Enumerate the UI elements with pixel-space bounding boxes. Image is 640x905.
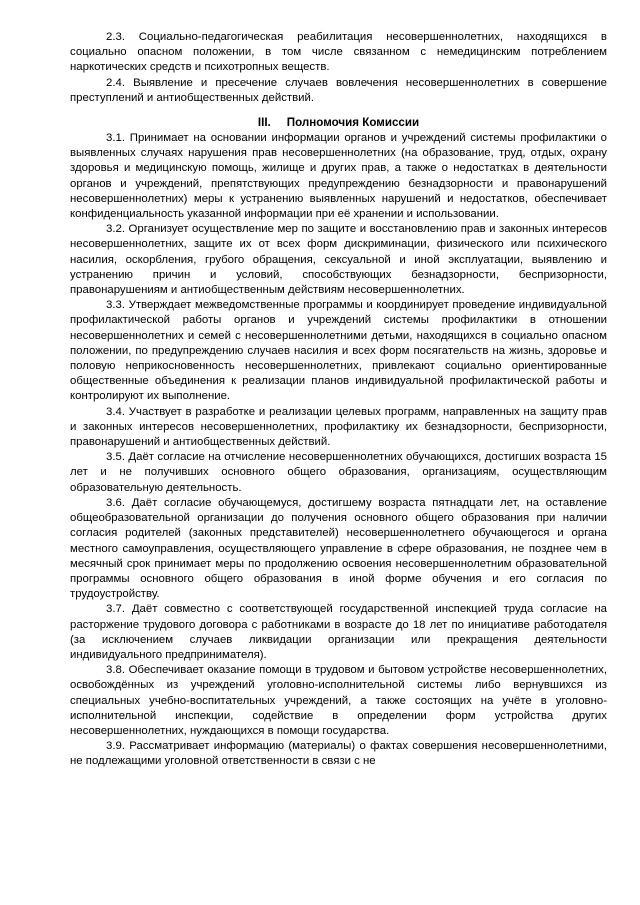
paragraph-3-6: 3.6. Даёт согласие обучающемуся, достигшему возраста пятнадцати лет, на оставление общеобразовательной организации до получения основного общего образования при наличии согласия родителей (законных представителей) несовершеннолетнего обучающегося и органа местного самоуправления, осуществляющего управление в сфере образования, не позднее чем в месячный срок принимает меры по продолжению освоения несовершеннолетним образовательной программы основного общего образования в иной форме обучения и его согласия по трудоустройству. (70, 496, 607, 601)
paragraph-2-4: 2.4. Выявление и пресечение случаев вовлечения несовершеннолетних в совершение преступлений и антиобщественных действий. (70, 76, 607, 104)
paragraph-3-8: 3.8. Обеспечивает оказание помощи в трудовом и бытовом устройстве несовершеннолетних, освобождённых из учреждений уголовно-исполнительной системы либо вернувшихся из специальных учебно-воспитательных учреждений, а также состоящих на учёте в уголовно-исполнительной инспекции, содействие в определении форм устройства других несовершеннолетних, нуждающихся в помощи государства. (70, 664, 607, 737)
section-title: Полномочия Комиссии (286, 116, 420, 130)
paragraph-3-4: 3.4. Участвует в разработке и реализации целевых программ, направленных на защиту прав и законных интересов несовершеннолетних, профилактику их безнадзорности, беспризорности, правонарушений и антиобщественных действий. (70, 405, 607, 449)
document-page (70, 30, 607, 770)
section-heading (70, 106, 607, 131)
paragraph-3-9: 3.9. Рассматривает информацию (материалы) о фактах совершения несовершеннолетними, не подлежащими уголовной ответственности в связи с не (70, 740, 607, 768)
section-number: III. (257, 116, 271, 130)
paragraph-3-5: 3.5. Даёт согласие на отчисление несовершеннолетних обучающихся, достигших возраста 15 лет и не получивших основного общего образования, организациям, осуществляющим образовательную деятельность. (70, 451, 607, 494)
paragraph-3-1: 3.1. Принимает на основании информации органов и учреждений системы профилактики о выявленных случаях нарушения прав несовершеннолетних (на образование, труд, отдых, охрану здоровья и медицинскую помощь, жилище и других прав, а также о недостатках в деятельности органов и учреждений, препятствующих предупреждению безнадзорности и правонарушений несовершеннолетних) меры к устранению выявленных нарушений и недостатков, обеспечивает конфиденциальность указанной информации при её хранении и использовании. (70, 132, 607, 221)
paragraph-3-2: 3.2. Организует осуществление мер по защите и восстановлению прав и законных интересов несовершеннолетних, защите их от всех форм дискриминации, физического или психического насилия, оскорбления, грубого обращения, сексуальной и иной эксплуатации, выявлению и устранению причин и условий, способствующих безнадзорности, беспризорности, правонарушениям и антиобщественным действиям несовершеннолетних. (70, 223, 607, 297)
paragraph-3-3: 3.3. Утверждает межведомственные программы и координирует проведение индивидуальной профилактической работы органов и учреждений системы профилактики в отношении несовершеннолетних и семей с несовершеннолетними детьми, находящихся в социально опасном положении, по предупреждению случаев насилия и всех форм посягательств на жизнь, здоровье и половую неприкосновенность несовершеннолетних, привлекают социально ориентированные общественные объединения к реализации планов индивидуальной профилактической работы и контролируют их выполнение. (70, 299, 607, 403)
paragraph-2-3: 2.3. Социально-педагогическая реабилитация несовершеннолетних, находящихся в социально опасном положении, в том числе связанном с немедицинским потреблением наркотических средств и психотропных веществ. (70, 31, 607, 74)
paragraph-3-7: 3.7. Даёт совместно с соответствующей государственной инспекцией труда согласие на расторжение трудового договора с работниками в возрасте до 18 лет по инициативе работодателя (за исключением случаев ликвидации организации или прекращения деятельности индивидуального предпринимателя). (70, 603, 607, 661)
